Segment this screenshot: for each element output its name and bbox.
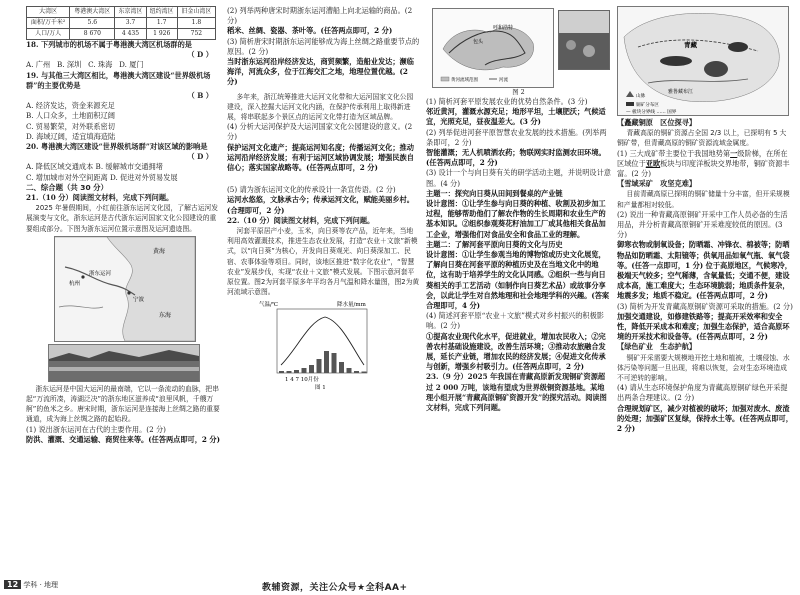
precip-bar — [324, 351, 329, 373]
q23-ans2: 御寒衣物或制氧设备；防晒霜、冲锋衣、棉被等；防晒物品如防晒霜、太阳镜等；供氧用品如氧气瓶、氧气袋等。(任答一点即可，1 分) 位于高原地区，气候寒冷，极端天气较多；空气稀薄，含氧量低；交通不便，建设成本高，施工难度大；生态环境脆弱；地质条件复杂，地震多发；地质不稳定。(任答两点即可，2 分) — [617, 240, 792, 301]
q21-ans5: 运河水悠悠，文脉承古今；传承运河文化，赋能美丽乡村。(合理即可，2 分) — [227, 195, 414, 215]
q18-stem: 18. 下列城市的机场不属于粤港澳大湾区机场群的是 — [26, 40, 192, 49]
map-legend: 河流 — [499, 78, 508, 83]
chart-ylabel-left: 气温/℃ — [259, 302, 279, 309]
q23-ans4: 合理规划矿区，减少对植被的破坏；加强对废水、废渣的处理；加强矿区复绿，保持水土等。(任答两点即可，2 分) — [617, 403, 793, 434]
yellow-river-svg — [433, 9, 553, 87]
table-header-cell: 粤港澳大湾区 — [70, 7, 115, 18]
q21-ans3: 当时浙东运河沿岸经济发达，商贸频繁，造船业发达；濒临海洋，河流众多，位于江海交汇之地，地理位置优越。(2 分) — [227, 57, 414, 87]
q20-stem: 20. 粤港澳大湾区建设“世界级机场群”对该区域的影响是 — [26, 142, 208, 152]
table-cell: 752 — [177, 29, 215, 40]
q23-sub3: (3) 简析为开发青藏高原铜矿资源可采取的措施。(2 分) — [617, 301, 793, 311]
column-4 — [617, 6, 793, 434]
page-subject: 学科 · 地理 — [23, 581, 59, 589]
climate-chart — [257, 299, 387, 391]
table-cell: 1 926 — [146, 29, 177, 40]
map-label: 杭州 — [69, 280, 81, 287]
q22-para: 河套平原居产小麦，玉米，向日葵等农产品，近年来，当地利用高效灌溉技术，推进生态农业发展，打造“农业＋文旅”新模式，以“向日葵”为核心，开发向日葵观光、向日葵深加工、民宿、农事体验等项目。同时，该地区推进“数字化农业”，“智慧农业”发展步伐，实现“农业＋文旅”模式发展。下图示意河套平原位置。图2为河套平原多年平均各月气温和降水量图，图2为黄河流域示意图。 — [227, 227, 420, 297]
map-legend: — 板块分界线 …… 国界 — [626, 110, 677, 115]
copper-belt — [660, 56, 692, 66]
subsection-heading: 【绿色矿业 生态护航】 — [617, 342, 697, 352]
q22-ans1: 邻近黄河，灌溉水源充足；地形平坦，土壤肥沃；气候适宜，光照充足，昼夜温差大。(3 分) — [426, 107, 606, 127]
q22-sub1: (1) 简析河套平原发展农业的优势自然条件。(3 分) — [426, 97, 588, 106]
table-cell: 人口/万人 — [27, 29, 70, 40]
map-label: 青藏 — [684, 41, 697, 49]
precip-bar — [339, 362, 344, 373]
q19-option: C. 贸易繁荣，对外联系密切 — [26, 121, 115, 131]
map-label: 东海 — [159, 311, 172, 319]
q22-sub3: (3) 设计一个与向日葵有关的研学活动主题，并说明设计意图。(4 分) — [426, 168, 611, 188]
table-cell: 1.7 — [146, 18, 177, 29]
q23-sub1-text: 板块与印度洋板块交界地带，铜矿资源丰富。(2 分) — [617, 158, 790, 179]
q23-para3: 铜矿开采需要大规模地开挖土地和植被，土壤侵蚀、水体污染等问题一旦出现，将难以恢复，会对生态环境造成不可逆转的影响。 — [617, 353, 790, 383]
precip-bar — [302, 368, 307, 373]
q23-blank-answer: 一 — [730, 148, 738, 158]
hetao-photo — [558, 10, 610, 70]
copper-belt — [728, 42, 748, 52]
tibet-map-svg — [618, 7, 788, 115]
q21-para1: 2025 年暑假期间，小红前往浙东运河文化园，了解古运河发展演变与文化，浙东运河是古代浙东运河国家文化公园建设的重要组成部分。下图为浙东运河位置示意图及运河遗迹图。 — [26, 204, 219, 233]
precip-bar — [309, 365, 314, 373]
q23-para2: 目前青藏高原已探明的铜矿储量十分丰富，但开采规模和产量都相对较低。 — [617, 190, 790, 209]
map-label: 呼和浩特 — [493, 25, 514, 31]
q22-sub4: (4) 简述河套平原“农业＋文旅”模式对乡村振兴的积极影响。(2 分) — [426, 311, 604, 331]
precip-bar — [354, 371, 359, 373]
precip-bar — [287, 371, 292, 373]
q18-option: B. 深圳 — [57, 60, 82, 70]
map-label: 浙东运河 — [89, 270, 112, 277]
map-legend: 山脉 — [636, 94, 646, 99]
precip-bar — [347, 368, 352, 373]
yellow-river-map — [432, 8, 554, 88]
q22-ans3: 主题一：探究向日葵从田间到餐桌的产业链 设计意图：①让学生参与向日葵的种植、收割及初步加工过程，能够帮助他们了解农作物的生长周期和农业生产的基本知识。②组织参观葵花籽油加工厂或其他相关食品加工企业，增强他们对食品安全和食品工业的理解。 主题二：了解河套平原向日葵的文化与历史 设计意图：①让学生参观当地的博物馆或历史文化展览，了解向日葵在河套平原的种植历史及在当地文化中的地位，这有助于培养学生的文化认同感。②组织一些与向日葵相关的手工艺活动（如制作向日葵艺术品）或故事分享会，以此让学生对自然地理和社会地理学科的兴趣。(答案合理即可，4 分) — [426, 188, 610, 311]
q20-answer: D — [197, 152, 204, 162]
q23-para1: 青藏高原的铜矿资源占全国 2/3 以上，已探明有 5 大铜矿带，但青藏高原的铜矿资源流域金属度。 — [617, 129, 787, 148]
table-header-cell: 纽约湾区 — [146, 7, 177, 18]
canal-map-svg — [55, 237, 195, 341]
table-row — [27, 18, 216, 29]
q19-option: A. 经济发达，资金来源充足 — [26, 101, 115, 111]
q21-para2: 浙东运河是中国大运河的最南端，它以一条流动的血脉，把串起“万流所凑，涛湖泛决”的浙东地区滋养成“浪里风帆，千艘万舸”的鱼米之乡。唐宋时期，浙东运河是连接海上丝绸之路的重要通道，成为海上丝绸之路的起始段。 — [26, 384, 220, 424]
plateau-area — [624, 13, 779, 101]
q19-answer-line: （ B ） — [187, 91, 213, 101]
section-heading: 二、综合题（共 30 分） — [26, 182, 108, 192]
chart-ylabel-right: 降水量/mm — [337, 302, 366, 309]
q22-ans2: 智能灌溉；无人机喷洒农药；物联网实时监测农田环境。(任答两点即可，2 分) — [426, 148, 606, 168]
q23-sub2: (2) 说出一种青藏高原铜矿开采中工作人员必备的生活用品，并分析青藏高原铜矿开采难度较低的原因。(3 分) — [617, 209, 788, 240]
table-cell: 5.6 — [70, 18, 115, 29]
table-header-row — [27, 7, 216, 18]
paren-open: （ — [187, 50, 195, 60]
table-cell: 3.7 — [115, 18, 146, 29]
canal-photo — [48, 344, 200, 382]
precip-bar — [362, 372, 367, 374]
q18-answer-line — [26, 50, 221, 60]
table-cell: 1.8 — [177, 18, 215, 29]
map-label: 宁波 — [133, 296, 145, 303]
fig2-caption: 图 2 — [512, 88, 525, 96]
q23-sub4: (4) 请从生态环境保护角度为青藏高原铜矿绿色开采提出两条合理建议。(2 分) — [617, 383, 788, 403]
footer-watermark: 教辅资源，关注公众号★全科AA+ — [262, 583, 408, 593]
precip-bar — [279, 371, 284, 373]
canal-photo-svg — [49, 345, 199, 381]
q23-ans3: 加强交通建设，如修建铁路等；提高开采效率和安全性，降低开采成本和难度；加强生态保护，适合高原环境的开采技术和设备等。(任答两点即可，2 分) — [617, 311, 790, 342]
q22-head: 22.（10 分）阅读图文材料，完成下列问题。 — [227, 215, 375, 225]
river-line — [59, 306, 103, 308]
q21-ans1: 防洪、灌溉、交通运输、商贸往来等。(任答两点即可，2 分) — [26, 434, 220, 444]
map-legend: 铜矿分布区 — [636, 103, 659, 108]
canal-location-map — [54, 236, 196, 342]
map-label: 黄海 — [153, 247, 166, 255]
q21-sub4: (4) 分析大运河保护及大运河国家文化公园建设的意义。(2 分) — [227, 122, 413, 142]
q20-option: A. 降低区域交通成本 B. 缓解城市交通拥堵 — [26, 162, 163, 172]
precip-bar — [294, 370, 299, 373]
chart-caption: 图 1 — [315, 385, 326, 392]
q19-stem: 19. 与其他三大湾区相比，粤港澳大湾区建设“世界级机场群”的主要优势是 — [26, 70, 211, 90]
column-1 — [26, 6, 221, 445]
q18-option: A. 广州 — [26, 60, 51, 70]
table-header-cell: 东京湾区 — [115, 7, 146, 18]
q18-options — [26, 60, 221, 70]
precip-bar — [332, 353, 337, 373]
q20-answer-line: （ D ） — [187, 152, 213, 162]
map-legend: 黄河流域范围 — [451, 78, 478, 83]
q18-option: D. 厦门 — [119, 60, 144, 70]
table-header-cell: 大湾区 — [27, 7, 70, 18]
chart-xlabel: 1 4 7 10月份 — [285, 377, 319, 384]
q21-head: 21.（10 分）阅读图文材料，完成下列问题。 — [26, 193, 174, 203]
table-cell: 面积/万千米² — [27, 18, 70, 29]
climate-chart-svg — [257, 299, 387, 391]
bay-area-table — [26, 6, 216, 40]
q18-option: C. 珠海 — [88, 60, 113, 70]
precip-bar — [317, 359, 322, 373]
q22-ans4: ①提高农业现代化水平，促进就业，增加农民收入；②完善农村基础设施建设，改善生活环境；③推动农旅融合发展，延长产业链，增加农民的经济发展；④促进文化传承与创新，增强乡村吸引力。(任答两点即可，2 分) — [426, 331, 606, 372]
map-label: 包头 — [473, 39, 484, 45]
column-3 — [426, 6, 611, 413]
temperature-curve — [281, 317, 364, 365]
q21-sub5: (5) 请为浙东运河文化的传承设计一条宣传语。(2 分) — [227, 185, 396, 195]
q23-sub1-text: (1) 三大成矿带主要位于我国地势第 — [617, 148, 731, 158]
q23-sub1 — [617, 149, 793, 180]
table-cell: 8 670 — [70, 29, 115, 40]
q23-blank-answer: 亚欧 — [645, 158, 661, 168]
q23-sub1-text: 级阶梯，在所在区域位于 — [617, 148, 788, 168]
q18-answer: D — [197, 50, 204, 60]
q21-ans2: 稻米、丝绸、瓷器、茶叶等。(任答两点即可，2 分) — [227, 26, 393, 36]
q19-option: D. 海域辽阔，适宜填海造陆 — [26, 131, 116, 141]
tibet-copper-map — [617, 6, 789, 116]
copper-belt — [704, 61, 728, 77]
table-header-cell: 旧金山湾区 — [177, 7, 215, 18]
q19-answer: B — [197, 91, 204, 101]
paren-close: ） — [205, 50, 213, 60]
q22-sub2: (2) 列举促进河套平原智慧农业发展的技术措施。(列举两条即可，2 分) — [426, 127, 607, 147]
map-label: 雅鲁藏布江 — [668, 89, 694, 95]
q19-option: B. 人口众多，土地面积辽阔 — [26, 111, 115, 121]
city-dot — [81, 275, 84, 278]
table-cell: 4 435 — [115, 29, 146, 40]
q21-sub3: (3) 简析唐宋时期浙东运河能够成为海上丝绸之路重要节点的原因。(2 分) — [227, 36, 420, 56]
column-2 — [227, 6, 420, 391]
q21-ans4: 保护运河文化遗产；提高运河知名度；传播运河文化；推动运河沿岸经济发展；有利于运河区域协调发展；增强民族自信心；落实国家战略等。(任答两点即可，2 分) — [227, 142, 414, 173]
q21-sub1: (1) 说出浙东运河在古代的主要作用。(2 分) — [26, 424, 166, 434]
q21-sub2: (2) 列举两种唐宋时期浙东运河漕船上向北运输的商品。(2 分) — [227, 6, 413, 26]
precip-bars — [279, 351, 367, 373]
subsection-heading: 【矗藏铜原 区位探寻】 — [617, 118, 697, 127]
q23-stem: 23.（9 分）2025 年我国在青藏高原新发现铜矿资源超过 2 000 万吨，该地有望成为世界级铜资源基地。某地理小组开展“青藏高原铜矿资源开发”的探究活动。阅读图文材料，完成下列问题。 — [426, 372, 607, 413]
city-dot — [127, 291, 130, 294]
q21-para3: 多年来，浙江统筹推进大运河文化带和大运河国家文化公园建设，深入挖掘大运河文化内涵，在保护传承利用上取得新进展，将串联起多个景区点的运河文化带打造为区域品牌。 — [227, 92, 414, 122]
q20-option: C. 增加城市对外空间距离 D. 促进对外贸易发展 — [26, 172, 178, 182]
subsection-heading: 【雪域采矿 攻坚克难】 — [617, 179, 697, 189]
table-row — [27, 29, 216, 40]
page-number-value: 12 — [4, 580, 21, 589]
page-number — [4, 580, 58, 590]
